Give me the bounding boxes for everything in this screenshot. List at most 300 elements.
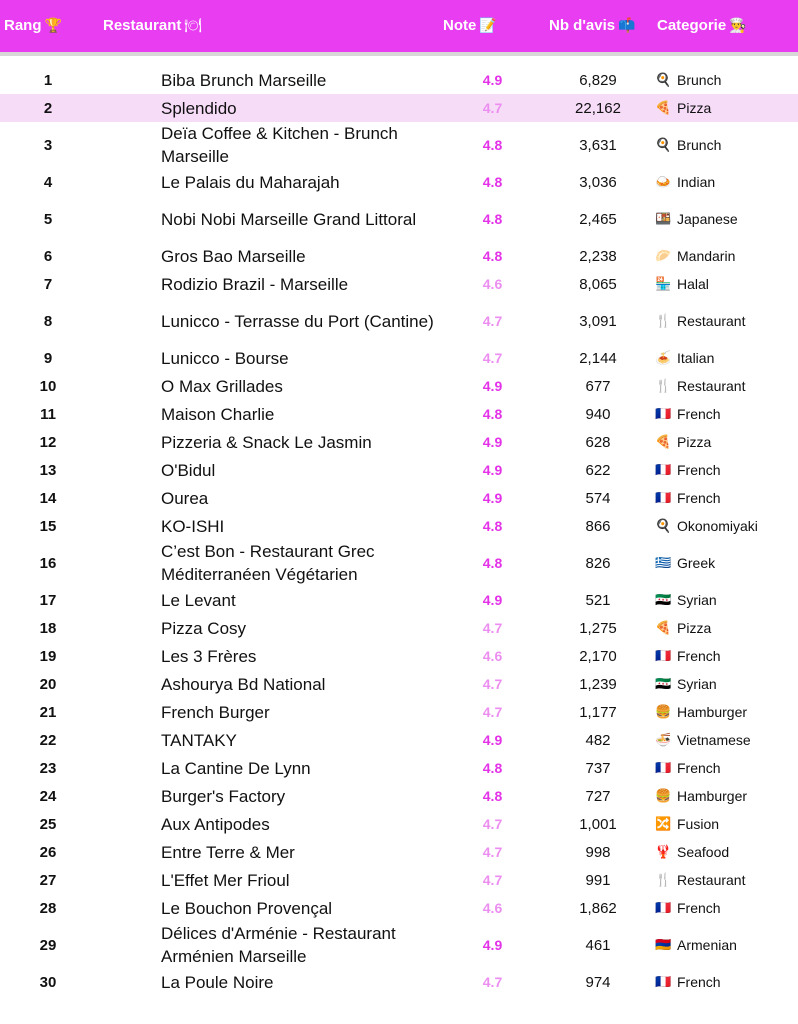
category-icon: 🇫🇷: [655, 648, 672, 664]
table-row[interactable]: [0, 894, 798, 922]
restaurant-name: KO-ISHI: [161, 516, 225, 536]
rating-cell: [455, 614, 530, 642]
category-label: Hamburger: [677, 704, 748, 720]
rating-value: 4.9: [482, 937, 503, 953]
rating-cell: [455, 642, 530, 670]
rating-cell: [455, 66, 530, 94]
reviews-cell: [548, 810, 648, 838]
restaurant-name-cell[interactable]: [161, 168, 461, 196]
restaurant-name-cell[interactable]: [161, 838, 461, 866]
reviews-count: 2,170: [579, 647, 617, 665]
category-cell: [655, 428, 798, 456]
table-row[interactable]: [0, 838, 798, 866]
table-row[interactable]: [0, 196, 798, 242]
rank-value: 27: [39, 871, 57, 889]
rank-cell: [0, 540, 96, 586]
restaurant-name-cell[interactable]: [161, 242, 461, 270]
category-label: Restaurant: [677, 872, 746, 888]
table-row[interactable]: [0, 642, 798, 670]
rank-value: 16: [39, 554, 57, 572]
table-row[interactable]: [0, 456, 798, 484]
reviews-cell: [548, 484, 648, 512]
table-row[interactable]: [0, 614, 798, 642]
rank-cell: [0, 168, 96, 196]
category-icon: 🍳: [655, 72, 672, 88]
header-rank[interactable]: [4, 17, 62, 34]
reviews-count: 1,001: [579, 815, 617, 833]
restaurant-name: Le Levant: [161, 590, 236, 610]
category-cell: [655, 922, 798, 968]
rating-cell: [455, 242, 530, 270]
restaurant-name: Les 3 Frères: [161, 646, 257, 666]
rank-cell: [0, 400, 96, 428]
rank-value: 10: [39, 377, 57, 395]
memo-icon: 📝: [479, 18, 497, 34]
rank-cell: [0, 614, 96, 642]
reviews-cell: [548, 456, 648, 484]
rating-cell: [455, 400, 530, 428]
rating-value: 4.9: [482, 732, 503, 748]
table-row[interactable]: [0, 270, 798, 298]
table-row[interactable]: [0, 122, 798, 168]
restaurant-name-cell[interactable]: [161, 540, 461, 586]
restaurant-name: Le Palais du Maharajah: [161, 172, 340, 192]
restaurant-name-cell[interactable]: [161, 196, 461, 242]
restaurant-name: Rodizio Brazil - Marseille: [161, 274, 349, 294]
category-label: Pizza: [677, 620, 712, 636]
restaurant-name-cell[interactable]: [161, 428, 461, 456]
table-header: [0, 0, 798, 56]
header-reviews[interactable]: [549, 17, 636, 34]
table-row[interactable]: [0, 298, 798, 344]
category-label: Fusion: [677, 816, 720, 832]
category-cell: [655, 810, 798, 838]
rating-cell: [455, 512, 530, 540]
category-cell: [655, 344, 798, 372]
reviews-cell: [548, 670, 648, 698]
rating-value: 4.8: [482, 174, 503, 190]
rating-value: 4.8: [482, 555, 503, 571]
reviews-cell: [548, 642, 648, 670]
rank-value: 2: [43, 99, 53, 117]
rank-value: 8: [43, 312, 53, 330]
rank-cell: [0, 726, 96, 754]
category-cell: [655, 540, 798, 586]
category-cell: [655, 642, 798, 670]
restaurant-name: Pizza Cosy: [161, 618, 247, 638]
rank-cell: [0, 372, 96, 400]
table-row[interactable]: [0, 484, 798, 512]
rank-value: 15: [39, 517, 57, 535]
reviews-cell: [548, 372, 648, 400]
restaurant-name: Lunicco - Terrasse du Port (Cantine): [161, 311, 434, 331]
reviews-count: 2,238: [579, 247, 617, 265]
reviews-cell: [548, 168, 648, 196]
category-icon: 🏪: [655, 276, 672, 292]
restaurant-name: Entre Terre & Mer: [161, 842, 295, 862]
category-cell: [655, 66, 798, 94]
category-cell: [655, 614, 798, 642]
reviews-count: 1,275: [579, 619, 617, 637]
rating-cell: [455, 540, 530, 586]
reviews-cell: [548, 866, 648, 894]
rating-value: 4.7: [482, 100, 503, 116]
rating-cell: [455, 922, 530, 968]
category-label: Okonomiyaki: [677, 518, 758, 534]
rank-value: 23: [39, 759, 57, 777]
rating-value: 4.7: [482, 313, 503, 329]
reviews-cell: [548, 540, 648, 586]
category-icon: 🍜: [655, 732, 672, 748]
rank-cell: [0, 810, 96, 838]
restaurant-name-cell[interactable]: [161, 484, 461, 512]
restaurant-name-cell[interactable]: [161, 782, 461, 810]
category-label: Italian: [677, 350, 715, 366]
reviews-count: 461: [585, 936, 611, 954]
rank-cell: [0, 754, 96, 782]
category-icon: 🇫🇷: [655, 974, 672, 990]
reviews-count: 1,239: [579, 675, 617, 693]
category-icon: 🇬🇷: [655, 555, 672, 571]
reviews-cell: [548, 344, 648, 372]
rating-cell: [455, 344, 530, 372]
table-row[interactable]: [0, 66, 798, 94]
reviews-count: 8,065: [579, 275, 617, 293]
category-cell: [655, 456, 798, 484]
restaurant-name-cell[interactable]: [161, 754, 461, 782]
table-row[interactable]: [0, 372, 798, 400]
category-cell: [655, 94, 798, 122]
rank-value: 28: [39, 899, 57, 917]
category-icon: 🥟: [655, 248, 672, 264]
header-note[interactable]: [443, 17, 497, 34]
rating-cell: [455, 122, 530, 168]
reviews-cell: [548, 782, 648, 810]
category-cell: [655, 698, 798, 726]
rank-cell: [0, 782, 96, 810]
restaurant-name: Biba Brunch Marseille: [161, 70, 327, 90]
restaurant-name-cell[interactable]: [161, 94, 461, 122]
rank-value: 7: [43, 275, 53, 293]
restaurant-name: Ourea: [161, 488, 209, 508]
rank-cell: [0, 196, 96, 242]
restaurant-name-cell[interactable]: [161, 456, 461, 484]
restaurant-name: TANTAKY: [161, 730, 237, 750]
category-cell: [655, 726, 798, 754]
category-label: Vietnamese: [677, 732, 751, 748]
header-category-label: Categorie: [657, 17, 727, 34]
reviews-cell: [548, 754, 648, 782]
rating-cell: [455, 810, 530, 838]
restaurant-name-cell[interactable]: [161, 270, 461, 298]
restaurant-name-cell[interactable]: [161, 586, 461, 614]
category-cell: [655, 586, 798, 614]
restaurant-name: O Max Grillades: [161, 376, 283, 396]
rank-cell: [0, 642, 96, 670]
category-label: French: [677, 490, 721, 506]
category-label: French: [677, 462, 721, 478]
rank-cell: [0, 270, 96, 298]
rating-cell: [455, 698, 530, 726]
category-icon: 🍛: [655, 174, 672, 190]
category-label: Syrian: [677, 676, 717, 692]
rating-cell: [455, 782, 530, 810]
rating-value: 4.8: [482, 406, 503, 422]
rating-value: 4.8: [482, 248, 503, 264]
reviews-count: 940: [585, 405, 611, 423]
reviews-count: 974: [585, 973, 611, 991]
reviews-count: 991: [585, 871, 611, 889]
category-cell: [655, 372, 798, 400]
restaurant-name-cell[interactable]: [161, 66, 461, 94]
rating-value: 4.7: [482, 872, 503, 888]
category-icon: 🍱: [655, 211, 672, 227]
restaurant-name-cell[interactable]: [161, 344, 461, 372]
restaurant-name-cell[interactable]: [161, 866, 461, 894]
rating-value: 4.6: [482, 648, 503, 664]
header-rank-label: Rang: [4, 17, 42, 34]
reviews-count: 826: [585, 554, 611, 572]
rank-value: 12: [39, 433, 57, 451]
category-cell: [655, 168, 798, 196]
table-row[interactable]: [0, 586, 798, 614]
category-label: Syrian: [677, 592, 717, 608]
rank-value: 26: [39, 843, 57, 861]
restaurant-name: Le Bouchon Provençal: [161, 898, 333, 918]
table-row[interactable]: [0, 810, 798, 838]
category-icon: 🍴: [655, 872, 672, 888]
rank-cell: [0, 838, 96, 866]
reviews-cell: [548, 242, 648, 270]
rating-value: 4.9: [482, 462, 503, 478]
rank-cell: [0, 298, 96, 344]
restaurant-name-cell[interactable]: [161, 372, 461, 400]
category-icon: 🍴: [655, 378, 672, 394]
category-icon: 🍴: [655, 313, 672, 329]
restaurant-name-cell[interactable]: [161, 922, 461, 968]
rank-cell: [0, 484, 96, 512]
rank-value: 17: [39, 591, 57, 609]
rating-value: 4.9: [482, 378, 503, 394]
restaurant-name-cell[interactable]: [161, 642, 461, 670]
reviews-cell: [548, 726, 648, 754]
rating-value: 4.8: [482, 788, 503, 804]
rank-cell: [0, 428, 96, 456]
rank-value: 30: [39, 973, 57, 991]
rank-cell: [0, 968, 96, 996]
restaurant-name-cell[interactable]: [161, 614, 461, 642]
rank-value: 22: [39, 731, 57, 749]
trophy-icon: 🏆: [44, 18, 62, 34]
reviews-count: 2,144: [579, 349, 617, 367]
table-row[interactable]: [0, 428, 798, 456]
header-category[interactable]: [657, 17, 747, 34]
table-row[interactable]: [0, 168, 798, 196]
header-restaurant[interactable]: [103, 17, 202, 34]
restaurant-name: Ashourya Bd National: [161, 674, 326, 694]
rating-cell: [455, 484, 530, 512]
restaurant-name: L'Effet Mer Frioul: [161, 870, 290, 890]
rank-cell: [0, 456, 96, 484]
category-label: French: [677, 974, 721, 990]
restaurant-name-cell[interactable]: [161, 726, 461, 754]
reviews-count: 677: [585, 377, 611, 395]
rating-value: 4.7: [482, 620, 503, 636]
reviews-count: 22,162: [575, 99, 621, 117]
restaurant-name-cell[interactable]: [161, 400, 461, 428]
rating-value: 4.7: [482, 816, 503, 832]
reviews-cell: [548, 968, 648, 996]
chef-icon: 👨‍🍳: [729, 18, 747, 34]
rank-cell: [0, 866, 96, 894]
rating-value: 4.8: [482, 211, 503, 227]
rank-value: 21: [39, 703, 57, 721]
restaurant-name: French Burger: [161, 702, 270, 722]
rating-cell: [455, 196, 530, 242]
table-row[interactable]: [0, 540, 798, 586]
rank-value: 1: [43, 71, 53, 89]
rank-value: 11: [40, 405, 56, 423]
table-row[interactable]: [0, 512, 798, 540]
rank-value: 24: [39, 787, 57, 805]
category-icon: 🇫🇷: [655, 406, 672, 422]
table-row[interactable]: [0, 726, 798, 754]
reviews-cell: [548, 94, 648, 122]
rank-value: 18: [39, 619, 57, 637]
category-icon: 🇫🇷: [655, 490, 672, 506]
restaurant-name-cell[interactable]: [161, 512, 461, 540]
restaurant-name-cell[interactable]: [161, 894, 461, 922]
rank-value: 14: [39, 489, 57, 507]
category-cell: [655, 894, 798, 922]
rank-value: 13: [39, 461, 57, 479]
restaurant-name-cell[interactable]: [161, 298, 461, 344]
reviews-cell: [548, 196, 648, 242]
rating-value: 4.9: [482, 434, 503, 450]
restaurant-name: Splendido: [161, 98, 237, 118]
restaurant-name-cell[interactable]: [161, 670, 461, 698]
restaurant-name-cell[interactable]: [161, 810, 461, 838]
category-icon: 🍔: [655, 704, 672, 720]
table-row[interactable]: [0, 782, 798, 810]
restaurant-name: La Cantine De Lynn: [161, 758, 311, 778]
rank-cell: [0, 66, 96, 94]
restaurant-name-cell[interactable]: [161, 698, 461, 726]
rating-cell: [455, 270, 530, 298]
table-row[interactable]: [0, 242, 798, 270]
reviews-count: 3,631: [579, 136, 617, 154]
reviews-cell: [548, 512, 648, 540]
category-icon: 🇦🇲: [655, 937, 672, 953]
table-row[interactable]: [0, 400, 798, 428]
restaurant-name-cell[interactable]: [161, 968, 461, 996]
restaurant-name: Pizzeria & Snack Le Jasmin: [161, 432, 372, 452]
category-cell: [655, 866, 798, 894]
rating-value: 4.7: [482, 974, 503, 990]
table-row[interactable]: [0, 922, 798, 968]
table-row[interactable]: [0, 866, 798, 894]
category-icon: 🍕: [655, 434, 672, 450]
category-icon: 🦞: [655, 844, 672, 860]
table-row[interactable]: [0, 754, 798, 782]
category-cell: [655, 242, 798, 270]
rating-value: 4.7: [482, 676, 503, 692]
reviews-count: 628: [585, 433, 611, 451]
rank-cell: [0, 586, 96, 614]
category-label: Brunch: [677, 137, 722, 153]
reviews-count: 727: [585, 787, 611, 805]
plate-icon: 🍽: [184, 18, 203, 34]
restaurant-name: Deïa Coffee & Kitchen - Brunch Marseille: [161, 124, 398, 166]
table-row[interactable]: [0, 94, 798, 122]
rating-value: 4.6: [482, 276, 503, 292]
rank-cell: [0, 922, 96, 968]
rating-cell: [455, 754, 530, 782]
table-row[interactable]: [0, 698, 798, 726]
reviews-cell: [548, 298, 648, 344]
rating-value: 4.7: [482, 704, 503, 720]
category-icon: 🍔: [655, 788, 672, 804]
category-cell: [655, 512, 798, 540]
table-row[interactable]: [0, 344, 798, 372]
category-label: Restaurant: [677, 313, 746, 329]
category-label: French: [677, 760, 721, 776]
rating-cell: [455, 894, 530, 922]
reviews-cell: [548, 698, 648, 726]
table-row[interactable]: [0, 670, 798, 698]
rating-cell: [455, 838, 530, 866]
category-icon: 🍝: [655, 350, 672, 366]
category-cell: [655, 484, 798, 512]
rank-cell: [0, 894, 96, 922]
rank-value: 5: [43, 210, 53, 228]
category-label: French: [677, 406, 721, 422]
category-label: Seafood: [677, 844, 730, 860]
rating-value: 4.9: [482, 72, 503, 88]
category-label: Pizza: [677, 434, 712, 450]
rank-value: 29: [39, 936, 57, 954]
rating-value: 4.8: [482, 137, 503, 153]
rating-cell: [455, 670, 530, 698]
restaurant-name: Maison Charlie: [161, 404, 275, 424]
restaurant-name: Délices d'Arménie - Restaurant Arménien Marseille: [161, 924, 396, 966]
category-icon: 🇫🇷: [655, 462, 672, 478]
rank-cell: [0, 670, 96, 698]
reviews-cell: [548, 894, 648, 922]
category-icon: 🇫🇷: [655, 900, 672, 916]
reviews-count: 998: [585, 843, 611, 861]
rating-value: 4.9: [482, 490, 503, 506]
reviews-count: 1,862: [579, 899, 617, 917]
category-cell: [655, 968, 798, 996]
rank-cell: [0, 242, 96, 270]
category-icon: 🍕: [655, 620, 672, 636]
rank-cell: [0, 512, 96, 540]
rating-cell: [455, 586, 530, 614]
category-cell: [655, 670, 798, 698]
category-icon: 🍳: [655, 137, 672, 153]
rank-cell: [0, 698, 96, 726]
restaurant-name-cell[interactable]: [161, 122, 461, 168]
rank-cell: [0, 122, 96, 168]
reviews-cell: [548, 400, 648, 428]
reviews-cell: [548, 122, 648, 168]
table-row[interactable]: [0, 968, 798, 996]
reviews-count: 1,177: [579, 703, 617, 721]
rating-value: 4.7: [482, 844, 503, 860]
restaurant-name: Aux Antipodes: [161, 814, 270, 834]
restaurant-name: Gros Bao Marseille: [161, 246, 306, 266]
